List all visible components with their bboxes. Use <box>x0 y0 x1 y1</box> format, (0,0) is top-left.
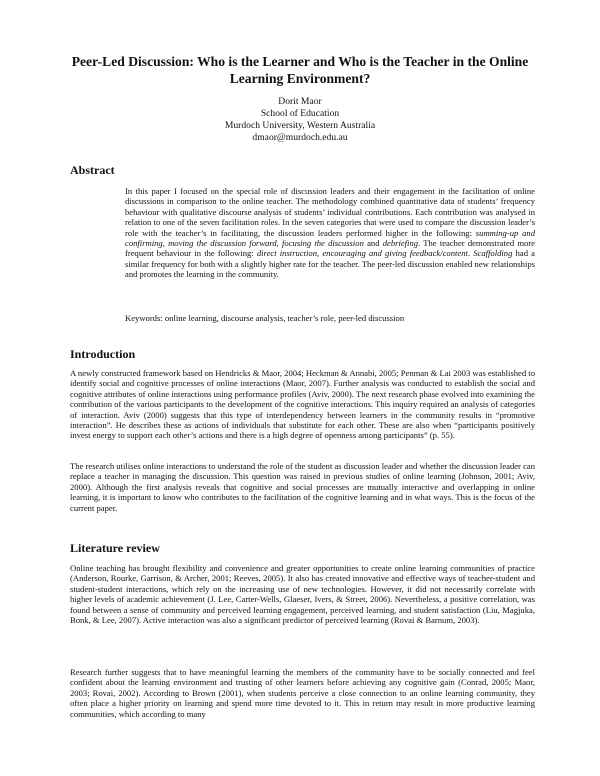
abstract-part-4: . <box>467 248 474 259</box>
introduction-paragraph-1: A newly constructed framework based on Hendricks & Maor, 2004; Heckman & Annabi, 2005; Penman & Lai 2003 was established to identify social and cognitive processes of online interactions (Maor, 2007). Further analysis was conducted to establish the social and cognitive attributes of online interactions using performance profiles (Aviv, 2000). The next research phase evolved into examining the contribution of the various participants to the development of the cognitive interactions. This inquiry required an analysis of categories of interaction. Aviv (2000) suggests that this type of interdependency between learners in the community results in “promotive interaction”. He describes these as actions of individuals that substitute for each other. These are also when “participants positively invest energy to support each other’s actions and there is a high degree of openness among participants” (p. 55). <box>70 368 535 441</box>
keywords: Keywords: online learning, discourse analysis, teacher’s role, peer-led discussion <box>125 313 405 323</box>
literature-paragraph-2: Research further suggests that to have meaningful learning the members of the community have to be socially connected and feel confident about the learning environment and trusting of other learners before achieving any cognitive gain (Conrad, 2005; Maor, 2003; Rovai, 2002). According to Brown (2001), when students perceive a close connection to an online learning community, they often place a higher priority on learning and spend more time devoted to it. This in return may result in more productive learning communities, which according to many <box>70 667 535 719</box>
literature-heading: Literature review <box>70 541 160 555</box>
paper-title: Peer-Led Discussion: Who is the Learner and Who is the Teacher in the Online Learning Environment? <box>71 54 529 86</box>
abstract-part-2: and <box>363 238 383 249</box>
introduction-paragraph-2: The research utilises online interactions to understand the role of the student as discussion leader and whether the discussion leader can replace a teacher in managing the discussion. This question was raised in previous studies of online learning (Johnson, 2001; Aviv, 2000). Although the first analysis reveals that cognitive and social processes are mutually interactive and overlapping in online learning, it is important to know who contributes to the facilitation of the cognitive learning and in what ways. This is the focus of the current paper. <box>70 461 535 513</box>
author-university: Murdoch University, Western Australia <box>224 120 376 131</box>
author-email: dmaor@murdoch.edu.au <box>252 132 348 143</box>
abstract-part-3: . The teacher demonstrated more frequent behaviour in the following: <box>125 238 535 259</box>
abstract-emphasis-2: debriefing <box>382 238 419 249</box>
introduction-heading: Introduction <box>70 347 136 361</box>
abstract-emphasis-3: direct instruction, encouraging and giving feedback/content <box>256 248 468 259</box>
abstract-part-1: In this paper I focused on the special role of discussion leaders and their engagement in the facilitation of online discussions in comparison to the online teacher. The methodology combined quantitative data of students’ frequency behaviour with qualitative discourse analysis of students’ individual contributions. Each contribution was analysed in relation to one of the seven facilitation roles. In the seven categories that were used to compare the discussion leader’s role with the teacher’s in facilitating, the discussion leaders performed higher in the following: <box>125 186 535 238</box>
author-block <box>150 96 450 144</box>
author-name: Dorit Maor <box>278 96 322 107</box>
abstract-text <box>125 186 535 280</box>
abstract-emphasis-4: Scaffolding <box>473 248 513 259</box>
abstract-heading: Abstract <box>70 163 115 177</box>
author-school: School of Education <box>260 108 340 119</box>
abstract-part-5: had a similar frequency for both with a slightly higher rate for the teacher. The peer-led discussion enabled new relationships and promotes the learning in the community. <box>125 248 535 280</box>
literature-paragraph-1: Online teaching has brought flexibility and convenience and greater opportunities to create online learning communities of practice (Anderson, Rourke, Garrison, & Archer, 2001; Reeves, 2005). It also has created innovative and effective ways of teacher-student and student-student interactions, which rely on the increasing use of new technologies. However, it did not necessarily correlate with higher levels of academic achievement (J. Lee, Carter-Wells, Glaeser, Ivers, & Street, 2006). Nevertheless, a positive correlation, was found between a sense of community and perceived learning engagement, perceived learning, and student satisfaction (Liu, Magjuka, Bonk, & Lee, 2007). Active interaction was also a significant predictor of perceived learning (Rovai & Barnum, 2003). <box>70 563 535 626</box>
abstract-emphasis-1: summing-up and confirming, moving the discussion forward, focusing the discussion <box>125 227 535 249</box>
